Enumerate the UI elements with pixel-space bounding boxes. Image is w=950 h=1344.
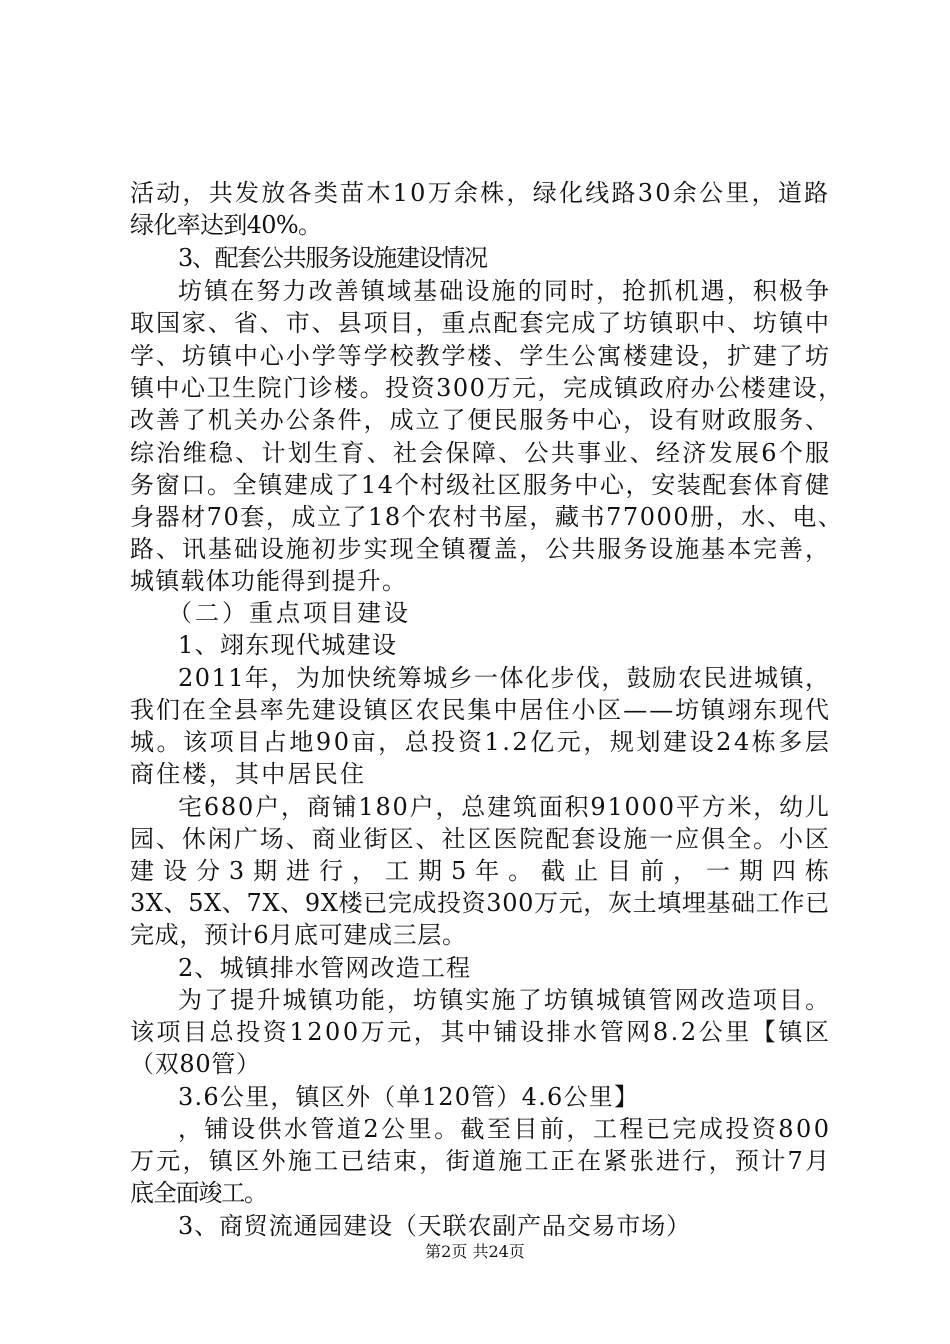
text-line xyxy=(0,792,950,822)
text-line-content: 城镇载体功能得到提升。 xyxy=(130,567,408,595)
section-heading xyxy=(0,243,950,273)
text-line xyxy=(0,405,950,435)
text-line xyxy=(0,920,950,950)
text-line xyxy=(0,502,950,532)
text-line xyxy=(0,470,950,500)
text-line xyxy=(0,695,950,725)
text-line-content: 2011年，为加快统筹城乡一体化步伐，鼓励农民进城镇， xyxy=(178,664,831,692)
text-line xyxy=(0,1082,950,1112)
text-line xyxy=(0,1146,950,1176)
section-heading xyxy=(0,1211,950,1241)
text-line xyxy=(0,566,950,596)
text-line-content: 宅680户，商铺180户，总建筑面积91000平方米，幼儿 xyxy=(178,793,831,821)
text-line xyxy=(0,856,950,886)
section-heading xyxy=(0,630,950,660)
text-line-content: 取国家、省、市、县项目，重点配套完成了坊镇职中、坊镇中 xyxy=(130,309,831,337)
text-line xyxy=(0,373,950,403)
page-number: 第2页 共24页 xyxy=(425,1242,525,1261)
text-line xyxy=(0,985,950,1015)
text-line xyxy=(0,438,950,468)
text-line xyxy=(0,178,950,208)
text-line-content: 我们在全县率先建设镇区农民集中居住小区——坊镇翊东现代 xyxy=(130,696,831,724)
text-line-content: 坊镇在努力改善镇域基础设施的同时，抢抓机遇，积极争 xyxy=(178,277,832,305)
text-line xyxy=(0,663,950,693)
text-line xyxy=(0,888,950,918)
text-line-content: 底全面竣工。 xyxy=(130,1179,267,1207)
text-line-content: 园、休闲广场、商业街区、社区医院配套设施一应俱全。小区 xyxy=(130,825,831,853)
text-line-content: ，铺设供水管道2公里。截至目前，工程已完成投资800 xyxy=(178,1115,832,1143)
text-line xyxy=(0,1114,950,1144)
text-line xyxy=(0,210,950,240)
section-heading-text: 3、配套公共服务设施建设情况 xyxy=(178,244,487,272)
section-heading-text: （二）重点项目建设 xyxy=(168,599,411,627)
section-heading-text: 1、翊东现代城建设 xyxy=(178,631,398,659)
text-line-content: 镇中心卫生院门诊楼。投资300万元，完成镇政府办公楼建设， xyxy=(130,374,844,402)
section-heading-text: 2、城镇排水管网改造工程 xyxy=(178,954,472,982)
text-line-content: 万元，镇区外施工已结束，街道施工正在紧张进行，预计7月 xyxy=(130,1147,832,1175)
text-line xyxy=(0,534,950,564)
text-line-content: 3.6公里，镇区外（单120管）4.6公里】 xyxy=(178,1083,640,1111)
text-line xyxy=(0,1049,950,1079)
text-line-content: 身器材70套，成立了18个农村书屋，藏书77000册，水、电、 xyxy=(130,503,844,531)
text-line-content: 城。该项目占地90亩，总投资1.2亿元，规划建设24栋多层 xyxy=(130,728,832,756)
text-line-content: 为了提升城镇功能，坊镇实施了坊镇城镇管网改造项目。 xyxy=(178,986,832,1014)
section-heading-text: 3、商贸流通园建设（天联农副产品交易市场） xyxy=(178,1212,691,1240)
text-line xyxy=(0,341,950,371)
text-line-content: 该项目总投资1200万元，其中铺设排水管网8.2公里【镇区 xyxy=(130,1018,832,1046)
text-line-content: 活动，共发放各类苗木10万余株，绿化线路30余公里，道路 xyxy=(130,179,831,207)
text-line-content: 改善了机关办公条件，成立了便民服务中心，设有财政服务、 xyxy=(130,406,831,434)
text-line-content: 务窗口。全镇建成了14个村级社区服务中心，安装配套体育健 xyxy=(130,471,831,499)
text-line-content: 绿化率达到40%。 xyxy=(130,211,322,239)
text-line-content: 路、讯基础设施初步实现全镇覆盖，公共服务设施基本完善， xyxy=(130,535,831,563)
text-line-content: 综治维稳、计划生育、社会保障、公共事业、经济发展6个服 xyxy=(130,439,832,467)
text-line xyxy=(0,276,950,306)
section-heading xyxy=(0,953,950,983)
text-line-content: 完成，预计6月底可建成三层。 xyxy=(130,921,467,949)
text-line-content: 建设分3期进行，工期5年。截止目前，一期四栋 xyxy=(130,857,838,885)
text-line xyxy=(0,727,950,757)
text-line xyxy=(0,308,950,338)
text-line-content: 商住楼，其中居民住 xyxy=(130,760,367,788)
text-line-content: 3X、5X、7X、9X楼已完成投资300万元，灰土填埋基础工作已 xyxy=(130,889,830,917)
section-heading xyxy=(0,598,950,628)
text-line-content: 学、坊镇中心小学等学校教学楼、学生公寓楼建设，扩建了坊 xyxy=(130,342,831,370)
text-line xyxy=(0,824,950,854)
page-footer xyxy=(0,1242,950,1262)
text-line xyxy=(0,1178,950,1208)
text-line xyxy=(0,1017,950,1047)
text-line-content: （双80管） xyxy=(130,1050,261,1078)
text-line xyxy=(0,759,950,789)
